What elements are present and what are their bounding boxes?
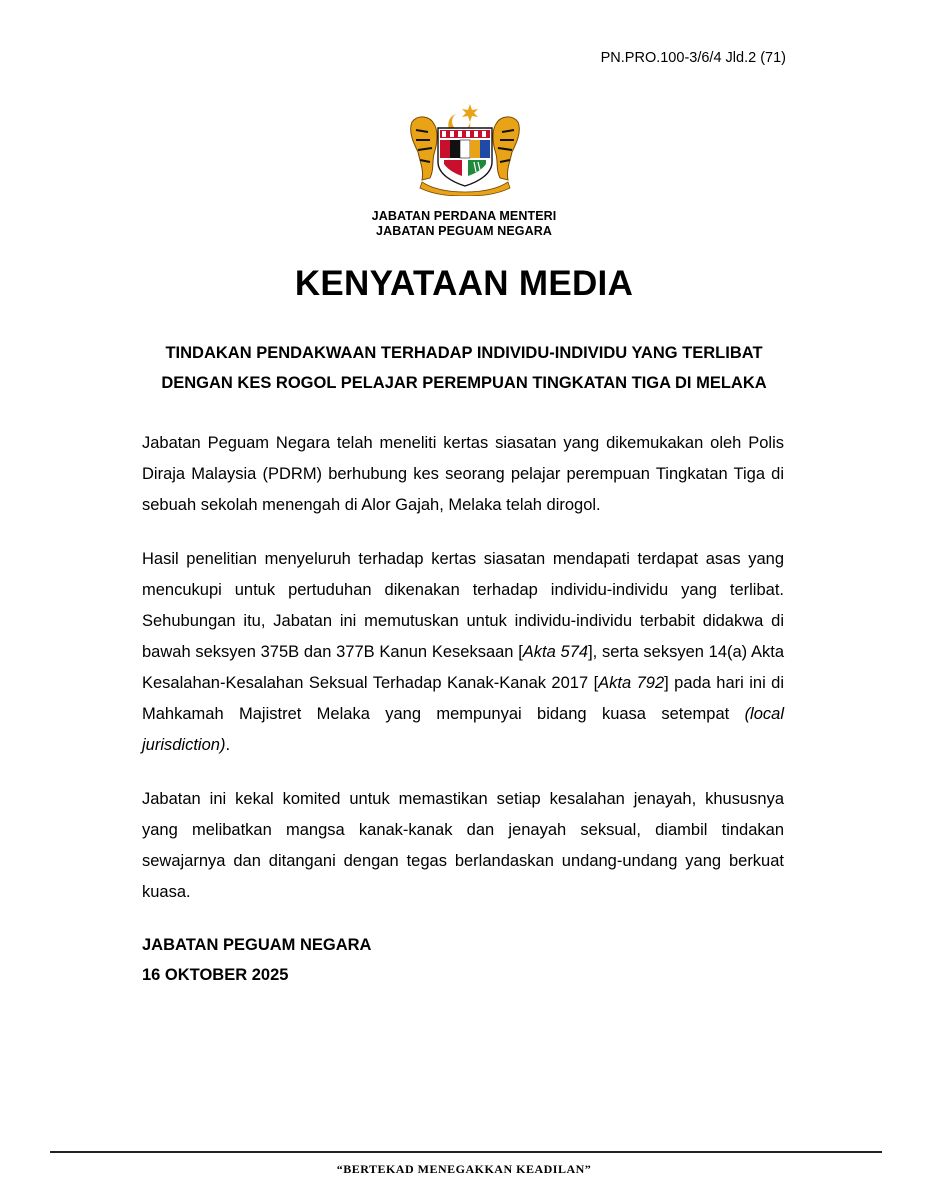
reference-number: PN.PRO.100-3/6/4 Jld.2 (71) bbox=[600, 50, 786, 66]
subject-line-2: DENGAN KES ROGOL PELAJAR PEREMPUAN TINGKATAN TIGA DI MELAKA bbox=[161, 374, 767, 392]
paragraph-1: Jabatan Peguam Negara telah meneliti kertas siasatan yang dikemukakan oleh Polis Diraja Malaysia (PDRM) berhubung kes seorang pelajar perempuan Tingkatan Tiga di sebuah sekolah menengah di Alor Gajah, Melaka telah dirogol. bbox=[142, 434, 784, 514]
department-name-agc: JABATAN PEGUAM NEGARA bbox=[376, 224, 552, 238]
paragraph-3: Jabatan ini kekal komited untuk memastikan setiap kesalahan jenayah, khususnya yang melibatkan mangsa kanak-kanak dan jenayah seksual, diambil tindakan sewajarnya dan ditangani dengan tegas berlandaskan undang-undang yang berkuat kuasa. bbox=[142, 790, 784, 901]
footer-divider bbox=[50, 1151, 882, 1153]
statement-date: 16 OKTOBER 2025 bbox=[142, 966, 289, 984]
paragraph-2-text-c: ] pada hari ini di Mahkamah Majistret Melaka yang mempunyai bidang kuasa setempat bbox=[142, 674, 785, 723]
signature-block bbox=[142, 930, 371, 990]
coat-of-arms-icon bbox=[404, 100, 526, 196]
signature-organization: JABATAN PEGUAM NEGARA bbox=[142, 936, 372, 954]
subject-line-1: TINDAKAN PENDAKWAAN TERHADAP INDIVIDU-INDIVIDU YANG TERLIBAT bbox=[165, 344, 763, 362]
department-name-pmo: JABATAN PERDANA MENTERI bbox=[371, 209, 557, 223]
paragraph-2-text-a: Hasil penelitian menyeluruh terhadap kertas siasatan mendapati terdapat asas yang mencukupi untuk pertuduhan dikenakan terhadap individu-individu yang terlibat. Sehubungan itu, Jabatan ini memutuskan untuk individu-individu terbabit didakwa di bawah seksyen 375B dan 377B Kanun Keseksaan [ bbox=[142, 550, 784, 661]
act-792-reference: Akta 792 bbox=[598, 674, 665, 692]
paragraph-2-text-d: . bbox=[225, 736, 231, 754]
paragraph-2 bbox=[142, 544, 784, 761]
local-jurisdiction-term: (local jurisdiction) bbox=[142, 705, 784, 754]
paragraph-2-text-b: ], serta seksyen 14(a) Akta Kesalahan-Kesalahan Seksual Terhadap Kanak-Kanak 2017 [ bbox=[142, 643, 784, 692]
document-title: KENYATAAN MEDIA bbox=[294, 264, 634, 303]
act-574-reference: Akta 574 bbox=[522, 643, 589, 661]
footer-motto: “BERTEKAD MENEGAKKAN KEADILAN” bbox=[336, 1162, 592, 1176]
subject-heading bbox=[120, 338, 808, 398]
